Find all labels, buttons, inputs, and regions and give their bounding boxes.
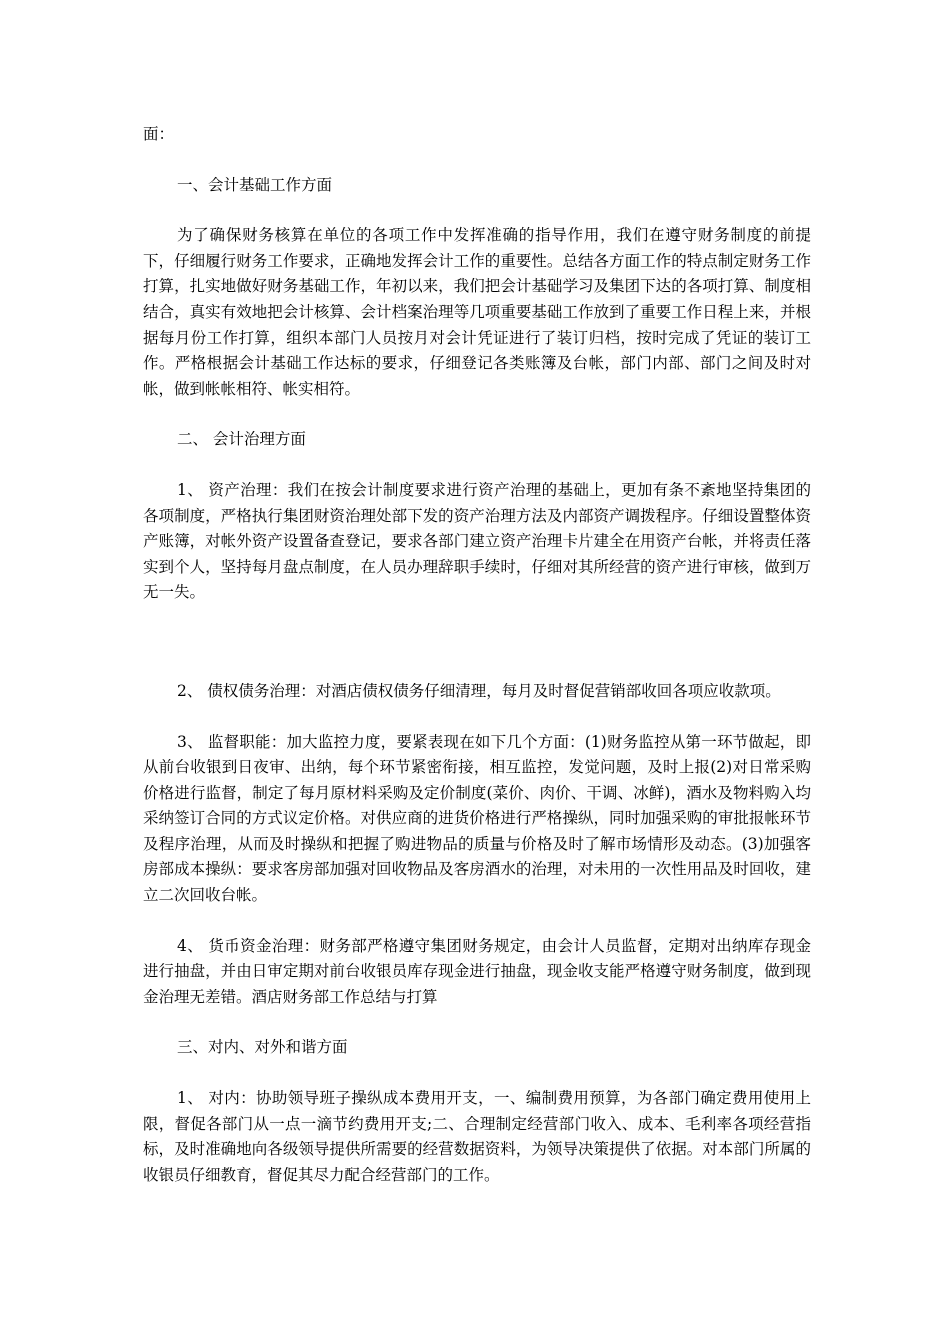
section2-heading: 二、 会计治理方面 <box>177 430 306 449</box>
spacer <box>143 453 811 478</box>
debt-management-paragraph: 2、 债权债务治理：对酒店债权债务仔细清理，每月及时督促营销部收回各项应收款项。 <box>177 681 781 700</box>
spacer <box>143 606 811 679</box>
spacer <box>143 402 811 427</box>
document-body <box>143 122 811 1188</box>
section1-paragraph: 为了确保财务核算在单位的各项工作中发挥准确的指导作用，我们在遵守财务制度的前提下，仔细履行财务工作要求，正确地发挥会计工作的重要性。总结各方面工作的特点制定财务工作打算，扎实地做好财务基础工作，年初以来，我们把会计基础学习及集团下达的各项打算、制度相结合，真实有效地把会计核算、会计档案治理等几项重要基础工作放到了重要工作日程上来，并根据每月份工作打算，组织本部门人员按月对会计凭证进行了装订归档，按时完成了凭证的装订工作。严格根据会计基础工作达标的要求，仔细登记各类账簿及台帐，部门内部、部门之间及时对帐，做到帐帐相符、帐实相符。 <box>143 226 811 398</box>
internal-coordination-paragraph: 1、 对内：协助领导班子操纵成本费用开支，一、编制费用预算，为各部门确定费用使用上限，督促各部门从一点一滴节约费用开支;二、合理制定经营部门收入、成本、毛利率各项经营指标，及时准确地向各级领导提供所需要的经营数据资料，为领导决策提供了依据。对本部门所属的收银员仔细教育，督促其尽力配合经营部门的工作。 <box>143 1089 811 1184</box>
spacer <box>143 705 811 730</box>
supervision-paragraph: 3、 监督职能：加大监控力度，要紧表现在如下几个方面：(1)财务监控从第一环节做起，即从前台收银到日夜审、出纳，每个环节紧密衔接，相互监控，发觉问题，及时上报(2)对日常采购价格进行监督，制定了每月原材料采购及定价制度(菜价、肉价、干调、冰鲜)，酒水及物料购入均采纳签订合同的方式议定价格。对供应商的进货价格进行严格操纵，同时加强采购的审批报帐环节及程序治理，从而及时操纵和把握了购进物品的质量与价格及时了解市场情形及动态。(3)加强客房部成本操纵：要求客房部加强对回收物品及客房酒水的治理，对未用的一次性用品及时回收，建立二次回收台帐。 <box>143 732 811 905</box>
asset-management-paragraph: 1、 资产治理：我们在按会计制度要求进行资产治理的基础上，更加有条不紊地坚持集团的各项制度，严格执行集团财资治理处部下发的资产治理方法及内部资产调拨程序。仔细设置整体资产账簿，对帐外资产设置备查登记，要求各部门建立资产治理卡片建全在用资产台帐，并将责任落实到个人，坚持每月盘点制度，在人员办理辞职手续时，仔细对其所经营的资产进行审核，做到万无一失。 <box>143 480 811 602</box>
spacer <box>143 148 811 173</box>
cash-management-paragraph: 4、 货币资金治理：财务部严格遵守集团财务规定，由会计人员监督，定期对出纳库存现金进行抽盘，并由日审定期对前台收银员库存现金进行抽盘，现金收支能严格遵守财务制度，做到现金治理无差错。酒店财务部工作总结与打算 <box>143 936 811 1006</box>
section1-heading: 一、会计基础工作方面 <box>177 175 333 194</box>
section3-heading: 三、对内、对外和谐方面 <box>177 1038 348 1057</box>
spacer <box>143 909 811 934</box>
spacer <box>143 198 811 223</box>
intro-fragment: 面： <box>143 125 175 143</box>
spacer <box>143 1010 811 1035</box>
spacer <box>143 1061 811 1086</box>
